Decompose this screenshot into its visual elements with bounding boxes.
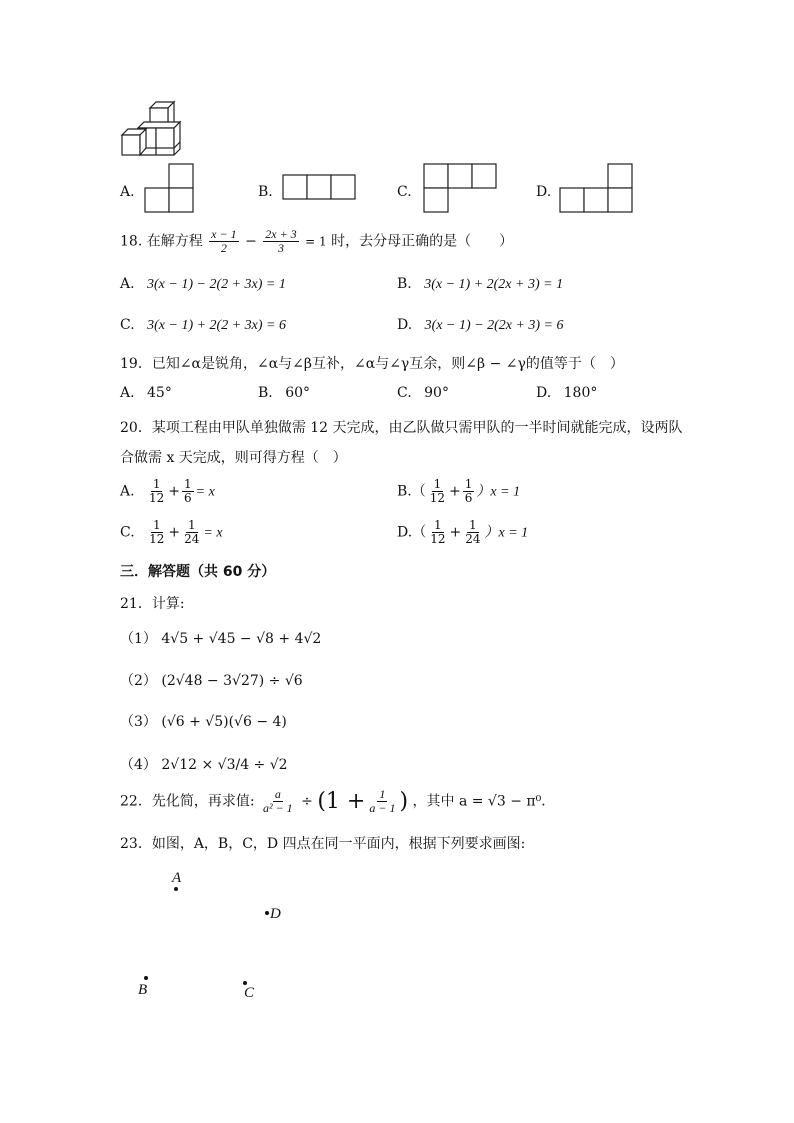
q22-inner-den: a − 1 (369, 801, 396, 815)
figure-option-a-label[interactable]: A. (120, 184, 135, 200)
q20-a-d2: 6 (184, 491, 192, 505)
q20-c-frac-1 (147, 519, 166, 546)
q22-paren-close: ) (399, 789, 409, 814)
q20-option-d-label: D. (397, 524, 413, 541)
q20-option-c-label: C. (120, 524, 135, 541)
q20-option-d[interactable]: D.（ $\frac{1}{12}$ + $\frac{1}{24}$ ）x = 1 (397, 518, 529, 546)
q18-minus: − (245, 233, 257, 250)
figure-option-b-label[interactable]: B. (258, 184, 273, 200)
q20-a-frac-2 (182, 478, 194, 505)
q18-option-a-text: 3(x − 1) − 2(2 + 3x) = 1 (147, 277, 286, 292)
q18-option-d-label: D. (397, 317, 413, 333)
q19-option-c-text: 90° (424, 385, 449, 401)
q18-option-c-label: C. (120, 317, 135, 333)
q19-option-a-label: A. (120, 385, 135, 401)
q22-paren-open: (1 + (317, 789, 366, 814)
q20-stem-line2: 合做需 x 天完成，则可得方程（ ） (120, 450, 347, 466)
q20-a-frac-1 (147, 478, 166, 505)
q20-d-frac-2 (463, 519, 482, 546)
q18-suffix: 时，去分母正确的是（ ） (331, 233, 514, 250)
q22-stem (120, 788, 555, 815)
q21-title: 21．计算: (120, 596, 185, 612)
figure-option-c-label[interactable]: C. (397, 184, 412, 200)
q20-option-c[interactable]: C. $\frac{1}{12}$ + $\frac{1}{24}$ = x (120, 518, 223, 546)
q22-inner-fraction (367, 788, 397, 815)
q19-option-a-text: 45° (147, 385, 172, 401)
q18-frac2-den: 3 (277, 241, 284, 255)
figure-option-a-view (145, 164, 197, 214)
point-a-dot (173, 886, 179, 892)
q22-prefix: 22．先化简，再求值: (120, 793, 255, 810)
q20-d-n2: 1 (469, 518, 477, 532)
q21-item-1-expr: 4√5 + √45 − √8 + 4√2 (161, 631, 322, 647)
q20-c-tail: = x (203, 525, 223, 541)
q22-suffix: ，其中 a = √3 − π⁰． (412, 793, 556, 810)
q20-c-d1: 12 (149, 532, 165, 546)
q20-stem-line1: 20．某项工程由甲队单独做需 12 天完成，由乙队做只需甲队的一半时间就能完成，设两队 (120, 420, 683, 436)
q20-c-d2: 24 (184, 532, 200, 546)
q19-stem: 19．已知∠α是锐角，∠α与∠β互补，∠α与∠γ互余，则∠β − ∠γ的值等于（ ） (120, 356, 624, 372)
q18-stem (120, 228, 513, 255)
q19-option-b[interactable] (258, 385, 310, 401)
section-3-title: 三．解答题（共 60 分） (120, 564, 276, 580)
q18-prefix: 在解方程 (146, 233, 203, 250)
q20-b-open: （ (411, 483, 426, 500)
q21-item-2 (120, 670, 303, 690)
point-b-dot (143, 975, 149, 981)
q19-option-b-text: 60° (285, 385, 311, 401)
q19-option-b-label: B. (258, 385, 273, 401)
q19-option-c-label: C. (397, 385, 412, 401)
q18-option-b[interactable] (397, 276, 563, 293)
q19-option-c[interactable] (397, 385, 449, 401)
q20-d-tail: ）x = 1 (484, 525, 529, 541)
q18-option-c-text: 3(x − 1) + 2(2 + 3x) = 6 (147, 318, 286, 333)
q18-frac1-den: 2 (220, 241, 227, 255)
q19-option-d-text: 180° (563, 385, 598, 401)
q20-option-b-label: B. (397, 483, 412, 500)
q20-a-n2: 1 (184, 477, 192, 491)
q19-option-d-label: D. (536, 385, 552, 401)
q21-item-4-label: （4） (120, 757, 157, 773)
q20-b-frac-2 (463, 478, 475, 505)
q19-option-a[interactable] (120, 385, 172, 401)
q20-d-n1: 1 (434, 518, 442, 532)
q21-item-1 (120, 628, 321, 648)
q21-item-3-label: （3） (120, 714, 157, 730)
figure-option-b-view (283, 175, 359, 205)
q20-b-tail: ）x = 1 (476, 484, 521, 500)
q20-c-n2: 1 (187, 518, 196, 532)
q18-number: 18. (120, 233, 143, 250)
q22-frac-den: a² − 1 (262, 801, 293, 815)
point-c-label: C (244, 985, 255, 1001)
q18-fraction-1 (209, 228, 238, 255)
q20-b-d1: 12 (429, 491, 446, 505)
q22-fraction (261, 788, 295, 815)
q18-option-d[interactable] (397, 317, 564, 334)
q20-a-n1: 1 (152, 477, 161, 491)
q18-option-b-text: 3(x − 1) + 2(2x + 3) = 1 (424, 277, 564, 292)
q20-b-d2: 6 (464, 491, 473, 505)
q20-b-frac-1 (428, 478, 447, 505)
q20-d-d1: 12 (430, 532, 446, 546)
point-b-label: B (138, 982, 148, 998)
q18-fraction-2 (263, 228, 298, 255)
point-a-label: A (172, 870, 182, 886)
q21-item-3 (120, 711, 287, 731)
q21-item-3-expr: (√6 + √5)(√6 − 4) (161, 714, 287, 730)
q20-option-a[interactable]: A. $\frac{1}{12}$ + $\frac{1}{6}$ = x (120, 477, 215, 505)
q18-option-c[interactable] (120, 317, 286, 334)
q20-d-d2: 24 (465, 532, 481, 546)
q18-option-d-text: 3(x − 1) − 2(2x + 3) = 6 (424, 318, 564, 333)
cube-stack-figure (118, 100, 198, 160)
q22-inner-num: 1 (379, 787, 386, 801)
q20-a-tail: = x (195, 484, 215, 500)
q20-option-a-label: A. (120, 483, 135, 500)
q22-frac-num: a (274, 787, 281, 801)
q21-item-2-label: （2） (120, 673, 157, 689)
q18-frac1-num: x − 1 (211, 227, 237, 241)
figure-option-d-label[interactable]: D. (536, 184, 552, 200)
q20-a-d1: 12 (149, 491, 165, 505)
q20-c-n1: 1 (152, 518, 161, 532)
q22-div: ÷ (301, 793, 313, 810)
q21-item-1-label: （1） (120, 631, 157, 647)
q18-eq: = 1 (305, 234, 327, 249)
q20-b-n2: 1 (464, 477, 473, 491)
q21-item-4 (120, 754, 288, 774)
q19-option-d[interactable] (536, 385, 597, 401)
q23-stem: 23．如图，A，B，C，D 四点在同一平面内，根据下列要求画图: (120, 836, 526, 852)
q20-c-frac-2 (182, 519, 201, 546)
q18-option-a-label: A. (120, 276, 135, 292)
q21-item-4-expr: 2√12 × √3/4 ÷ √2 (161, 757, 288, 773)
q20-b-n1: 1 (433, 477, 442, 491)
q20-d-open: （ (412, 524, 427, 541)
q21-item-2-expr: (2√48 − 3√27) ÷ √6 (161, 673, 303, 689)
q20-option-b[interactable]: B.（ $\frac{1}{12}$ + $\frac{1}{6}$ ）x = 1 (397, 477, 521, 505)
q18-frac2-num: 2x + 3 (265, 227, 297, 241)
figure-option-c-view (424, 164, 500, 216)
q18-option-a[interactable] (120, 276, 286, 293)
point-d-label: D (270, 906, 281, 922)
q18-option-b-label: B. (397, 276, 412, 292)
figure-option-d-view (560, 164, 636, 216)
q20-d-frac-1 (428, 519, 447, 546)
